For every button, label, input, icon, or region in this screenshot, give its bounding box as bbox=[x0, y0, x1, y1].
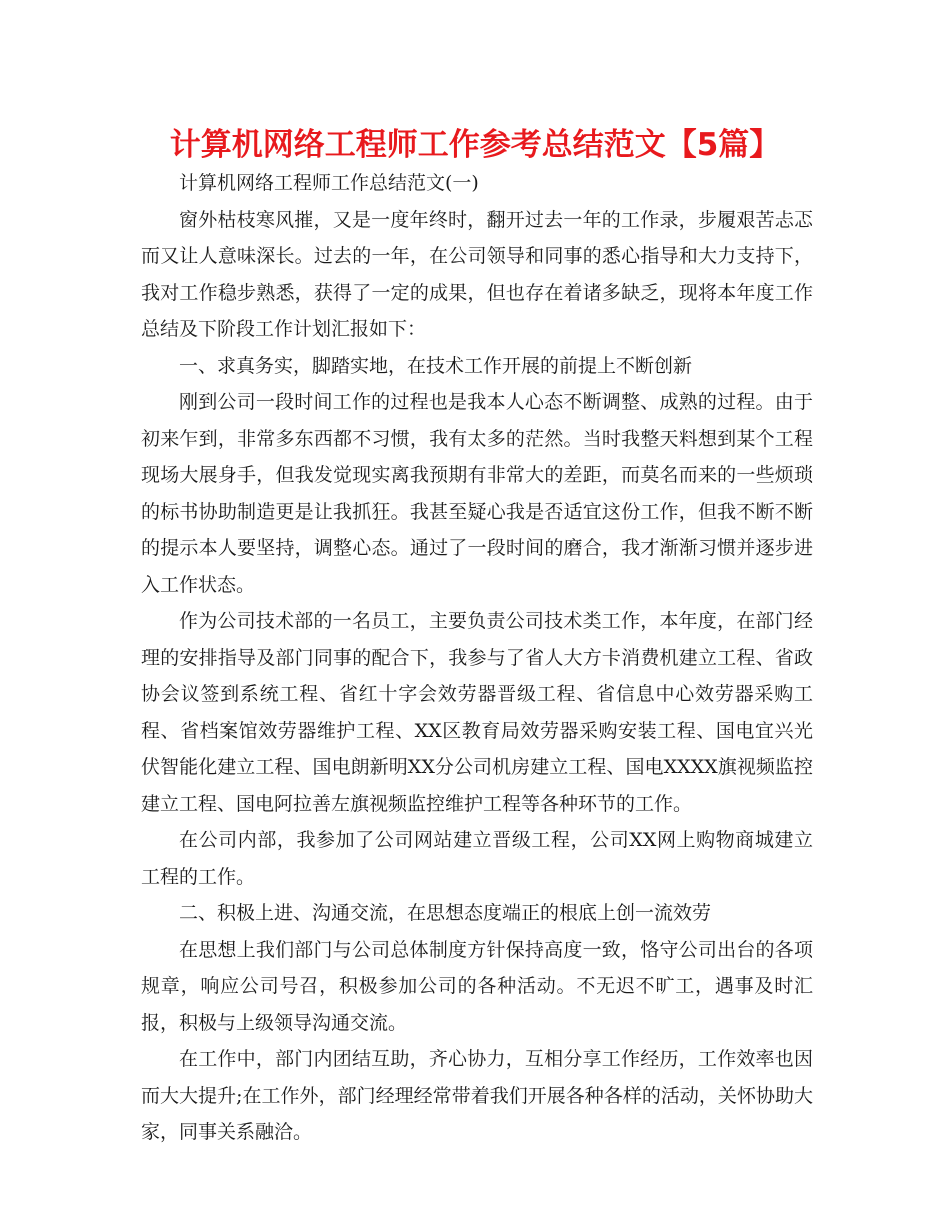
document-body bbox=[141, 165, 813, 1151]
document-title: 计算机网络工程师工作参考总结范文【5篇】 bbox=[169, 127, 781, 163]
paragraph: 窗外枯枝寒风摧，又是一度年终时，翻开过去一年的工作录，步履艰苦忐忑而又让人意味深长。过去的一年，在公司领导和同事的悉心指导和大力支持下，我对工作稳步熟悉，获得了一定的成果，但也存在着诸多缺乏，现将本年度工作总结及下阶段工作计划汇报如下： bbox=[141, 208, 813, 340]
paragraph: 刚到公司一段时间工作的过程也是我本人心态不断调整、成熟的过程。由于初来乍到，非常多东西都不习惯，我有太多的茫然。当时我整天料想到某个工程现场大展身手，但我发觉现实离我预期有非常大的差距，而莫名而来的一些烦琐的标书协助制造更是让我抓狂。我甚至疑心我是否适宜这份工作，但我不断不断的提示本人要坚持，调整心态。通过了一段时间的磨合，我才渐渐习惯并逐步进入工作状态。 bbox=[141, 391, 813, 596]
paragraph: 在工作中，部门内团结互助，齐心协力，互相分享工作经历，工作效率也因而大大提升;在工作外，部门经理经常带着我们开展各种各样的活动，关怀协助大家，同事关系融洽。 bbox=[141, 1048, 813, 1143]
paragraph: 在思想上我们部门与公司总体制度方针保持高度一致，恪守公司出台的各项规章，响应公司号召，积极参加公司的各种活动。不无迟不旷工，遇事及时汇报，积极与上级领导沟通交流。 bbox=[141, 938, 813, 1034]
section-heading-1: 计算机网络工程师工作总结范文(一) bbox=[179, 172, 479, 194]
paragraph: 作为公司技术部的一名员工，主要负责公司技术类工作，本年度，在部门经理的安排指导及部门同事的配合下，我参与了省人大方卡消费机建立工程、省政协会议签到系统工程、省红十字会效劳器晋级工程、省信息中心效劳器采购工程、省档案馆效劳器维护工程、XX区教育局效劳器采购安装工程、国电宜兴光伏智能化建立工程、国电朗新明XX分公司机房建立工程、国电XXXX旗视频监控建立工程、国电阿拉善左旗视频监控维护工程等各种环节的工作。 bbox=[141, 610, 813, 815]
paragraph: 在公司内部，我参加了公司网站建立晋级工程，公司XX网上购物商城建立工程的工作。 bbox=[141, 829, 813, 888]
section-heading-2: 一、求真务实，脚踏实地，在技术工作开展的前提上不断创新 bbox=[179, 354, 693, 377]
section-heading-3: 二、积极上进、沟通交流，在思想态度端正的根底上创一流效劳 bbox=[179, 902, 712, 924]
